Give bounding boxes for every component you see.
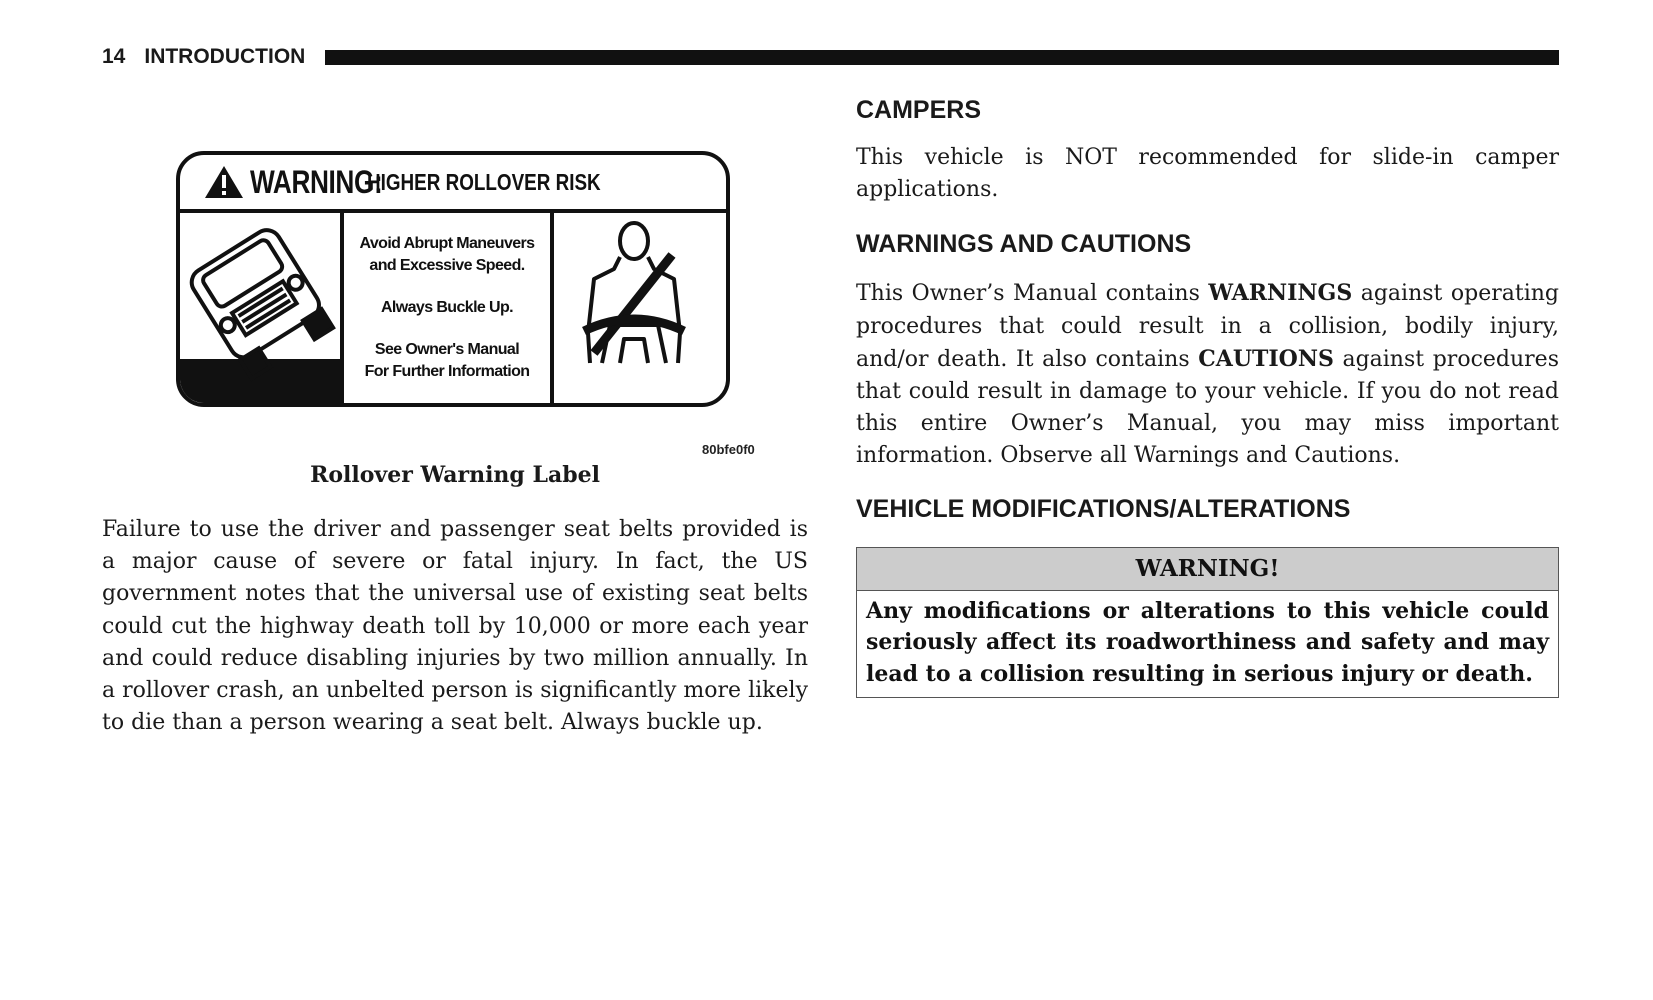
rollover-warning-label	[176, 151, 730, 407]
label-title-bar	[180, 155, 726, 213]
figure-code: 80bfe0f0	[702, 442, 755, 457]
warning-triangle-icon	[204, 165, 244, 199]
label-line-3: Always Buckle Up.	[380, 299, 514, 316]
warning-box-title: WARNING!	[857, 548, 1558, 591]
label-line-5: For Further Information	[364, 363, 530, 380]
label-line-2: and Excessive Speed.	[369, 257, 525, 274]
seatbelt-paragraph: Failure to use the driver and passenger seat belts provided is a major cause of severe or fatal injury. In fact, the US government notes that the universal use of existing seat belts could cut the highway death toll by 10,000 or more each year and could reduce disabling injuries by two million annually. In a rollover crash, an unbelted person is significantly more likely to die than a person wearing a seat belt. Always buckle up.	[102, 517, 808, 736]
rollover-label-figure	[102, 140, 808, 460]
label-car-cell	[180, 213, 344, 403]
section-title: INTRODUCTION	[144, 45, 306, 68]
header-rule	[325, 50, 1559, 65]
page-header	[102, 44, 1559, 70]
campers-text: This vehicle is NOT recommended for slide-in camper applications.	[856, 145, 1559, 203]
page-number: 14	[102, 45, 126, 68]
campers-heading: CAMPERS	[856, 96, 982, 124]
label-warning-word: WARNING:	[250, 163, 383, 200]
left-column	[102, 140, 808, 739]
label-body	[180, 213, 726, 403]
right-column	[856, 92, 1559, 698]
label-belt-cell	[554, 213, 726, 403]
label-text-cell	[344, 213, 554, 403]
cautions-term: CAUTIONS	[1198, 345, 1334, 372]
warnings-text: This Owner’s Manual contains WARNINGS against operating procedures that could result in a collision, bodily injury, and/or death. It also contains CAUTIONS against procedures that could result in damage to your vehicle. If you do not read this entire Owner’s Manual, you may miss important information. Observe all Warnings and Cautions.	[856, 280, 1559, 469]
modifications-warning-box	[856, 547, 1559, 699]
label-line-1: Avoid Abrupt Maneuvers	[359, 235, 535, 252]
tilted-car-icon	[180, 213, 340, 403]
label-warning-subtitle: HIGHER ROLLOVER RISK	[367, 168, 601, 195]
warnings-term: WARNINGS	[1208, 280, 1353, 307]
modifications-heading: VEHICLE MODIFICATIONS/ALTERATIONS	[856, 494, 1351, 523]
seatbelt-person-icon	[554, 213, 714, 403]
figure-caption: Rollover Warning Label	[310, 462, 600, 488]
warnings-heading: WARNINGS AND CAUTIONS	[856, 230, 1192, 259]
warning-box-text: Any modifications or alterations to this vehicle could seriously affect its roadworthiness and safety and may lead to a collision resulting in serious injury or death.	[866, 597, 1549, 687]
label-line-4: See Owner's Manual	[374, 341, 520, 358]
